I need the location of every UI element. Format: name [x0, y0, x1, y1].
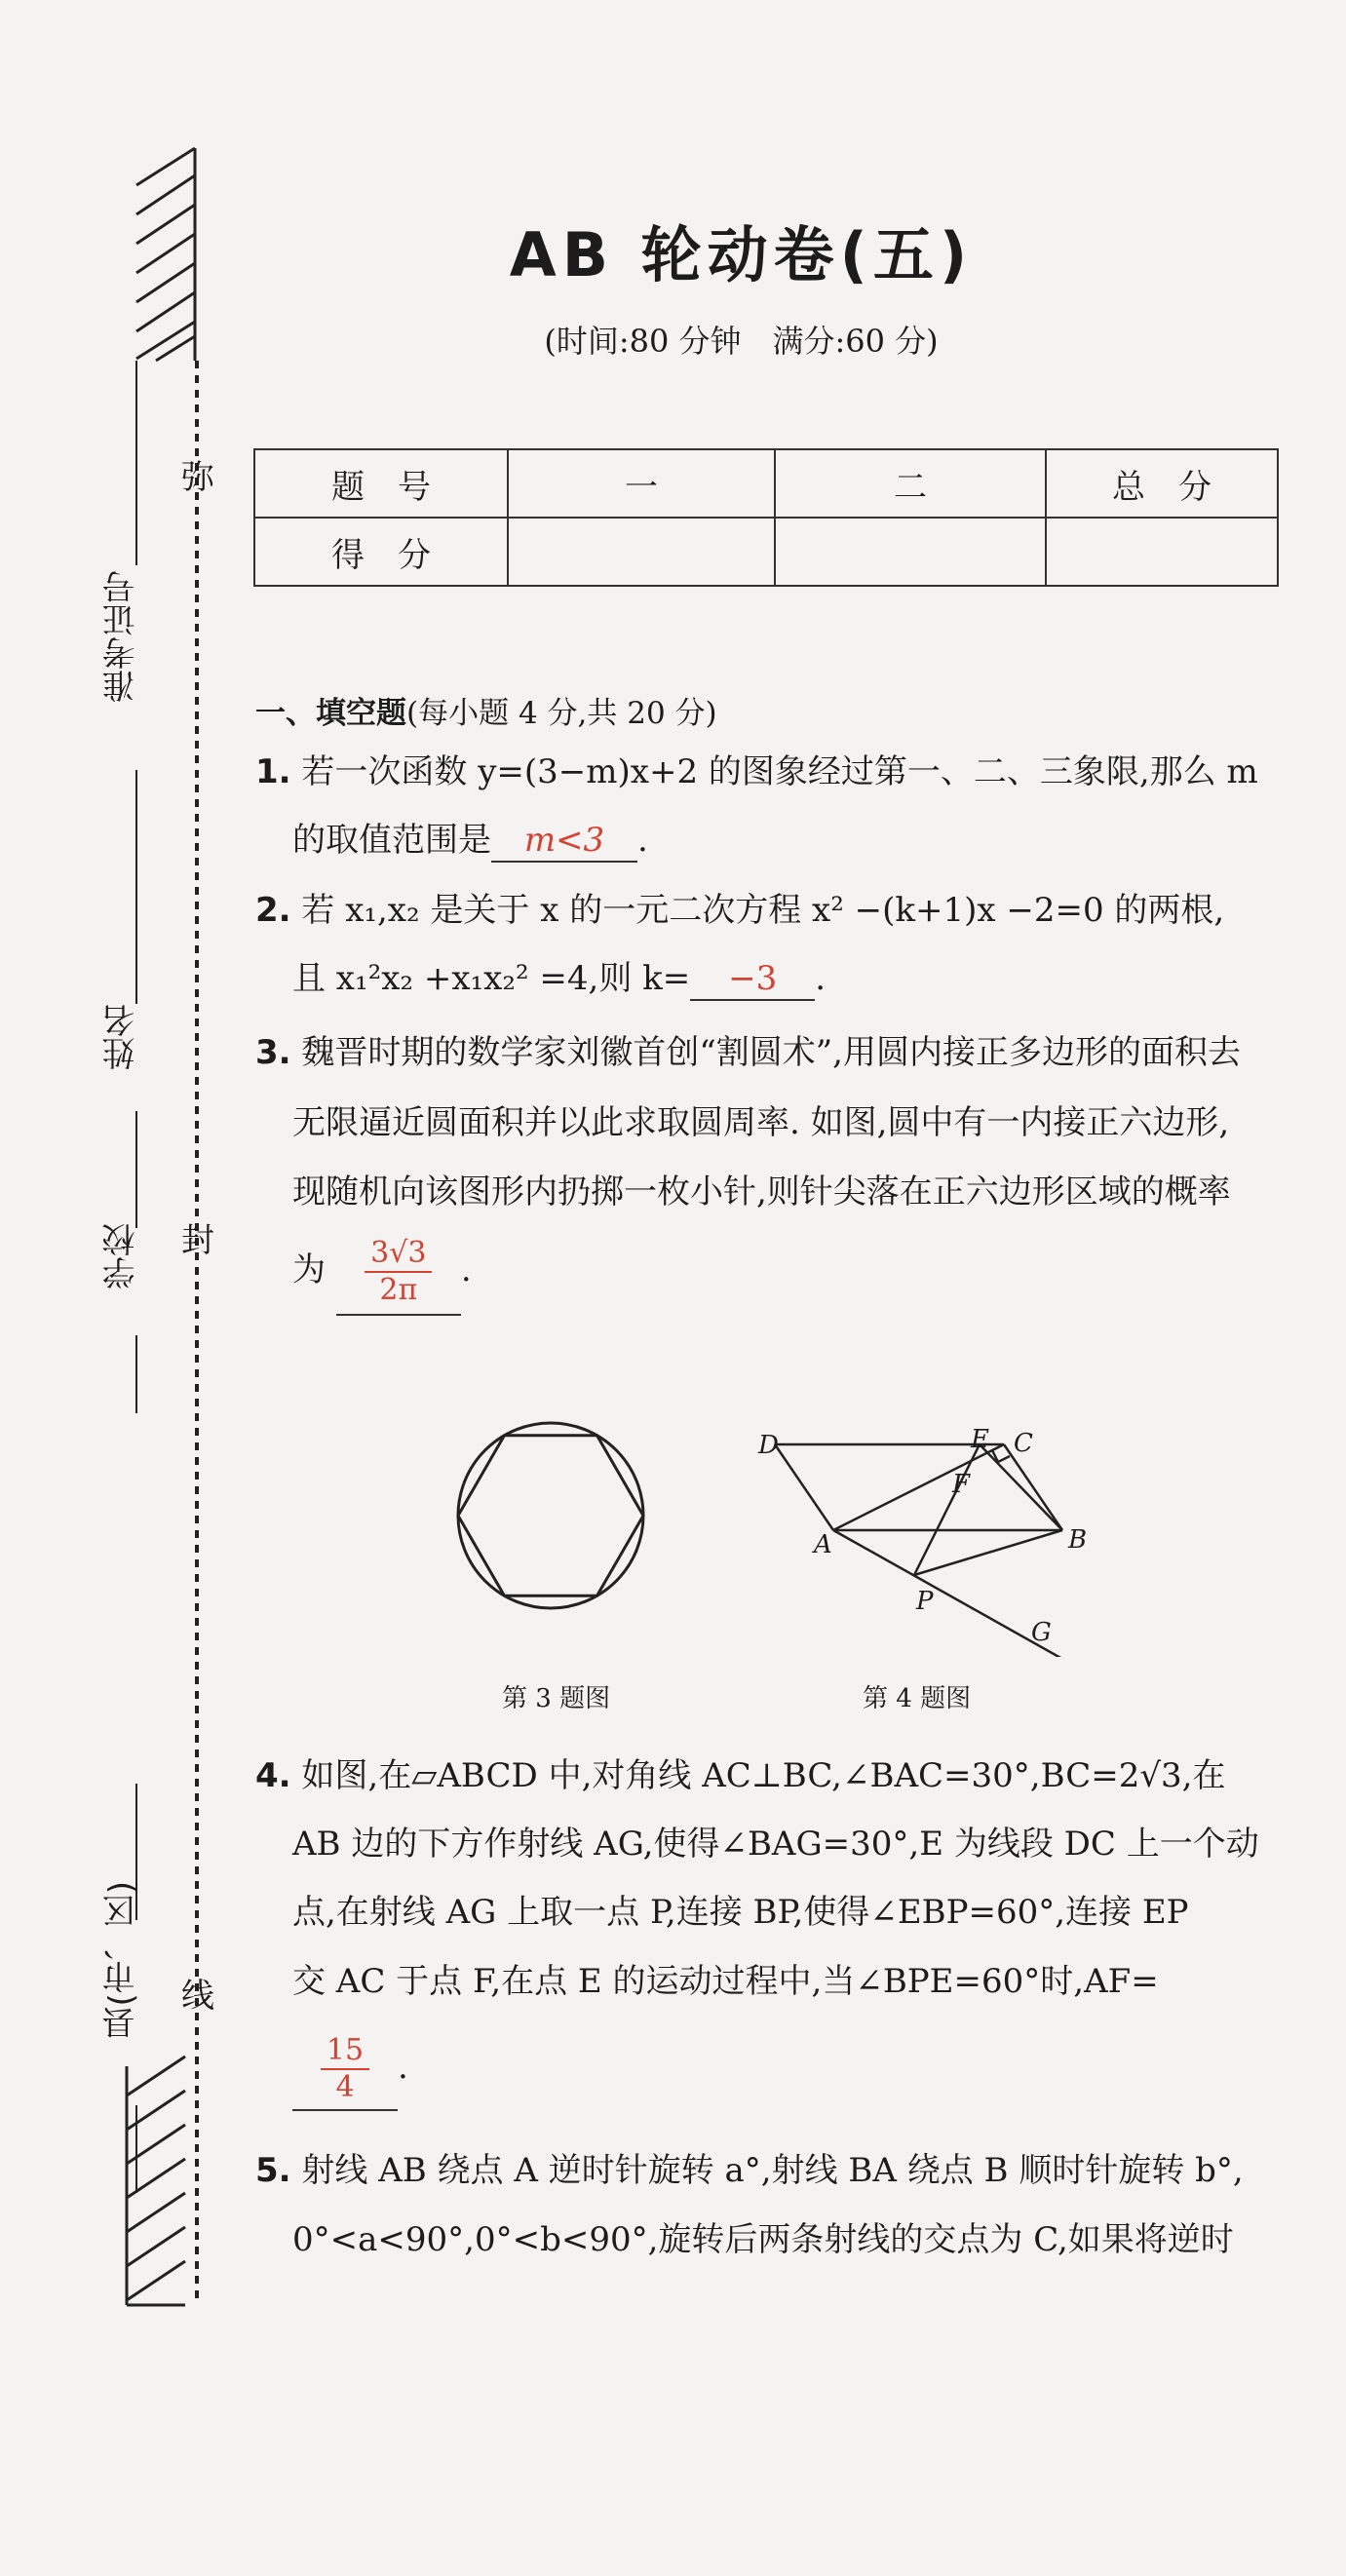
question-3-line-4 [292, 1236, 472, 1316]
question-text: . [637, 821, 648, 860]
answer-text: m<3 [523, 821, 605, 860]
page-title: AB 轮动卷(五) [509, 219, 974, 290]
score-table-header-row [254, 449, 1278, 518]
question-1-line-1 [255, 752, 1258, 792]
answer-blank[interactable] [491, 821, 637, 863]
question-5-line-1 [255, 2151, 1244, 2191]
question-3-line-3: 现随机向该图形内扔掷一枚小针,则针尖落在正六边形区域的概率 [292, 1173, 1231, 1211]
question-text: 若 x₁,x₂ 是关于 x 的一元二次方程 x² −(k+1)x −2=0 的两根, [301, 891, 1225, 930]
question-text: . [460, 1250, 472, 1289]
point-label-f: F [952, 1470, 971, 1499]
score-input-cell[interactable] [775, 518, 1046, 586]
seal-char-xian: 线 [181, 1977, 214, 2016]
score-cell: 总 分 [1046, 449, 1278, 518]
fraction-numerator: 3√3 [365, 1236, 432, 1273]
point-label-c: C [1014, 1429, 1033, 1458]
question-text: 为 [292, 1250, 326, 1289]
name-label: 姓名 [102, 1004, 141, 1070]
seal-char-mi: 弥 [181, 458, 214, 497]
question-4-line-4: 交 AC 于点 F,在点 E 的运动过程中,当∠BPE=60°时,AF= [292, 1962, 1159, 2001]
section-note: (每小题 4 分,共 20 分) [406, 696, 717, 731]
question-text: 射线 AB 绕点 A 逆时针旋转 a°,射线 BA 绕点 B 顺时针旋转 b°, [301, 2151, 1244, 2190]
section-title: 一、填空题 [255, 696, 406, 731]
question-2-line-2 [292, 959, 826, 1001]
fraction-denominator: 2π [379, 1273, 418, 1307]
question-text: . [815, 959, 827, 998]
answer-fraction [321, 2033, 369, 2105]
answer-text: −3 [728, 959, 778, 998]
answer-blank[interactable] [292, 2033, 398, 2111]
fraction-denominator: 4 [335, 2070, 355, 2104]
figure-3-hexagon [443, 1394, 687, 1647]
seal-char-feng: 封 [181, 1221, 214, 1260]
county-label: 县(市、区) [102, 1881, 141, 2040]
answer-blank[interactable] [336, 1236, 461, 1316]
question-4-line-1 [255, 1756, 1225, 1796]
score-table-score-row [254, 518, 1278, 586]
fraction-numerator: 15 [321, 2033, 369, 2070]
question-2-line-1 [255, 891, 1224, 931]
section-heading [255, 688, 717, 732]
answer-fraction [365, 1236, 432, 1308]
question-number: 2. [255, 891, 291, 930]
question-4-line-3: 点,在射线 AG 上取一点 P,连接 BP,使得∠EBP=60°,连接 EP [292, 1893, 1189, 1932]
score-table [253, 448, 1279, 587]
answer-blank[interactable] [690, 959, 815, 1001]
question-text: . [398, 2048, 408, 2087]
score-cell: 题 号 [254, 449, 508, 518]
score-cell: 二 [775, 449, 1046, 518]
question-number: 3. [255, 1033, 291, 1072]
point-label-b: B [1068, 1525, 1088, 1555]
question-1-line-2 [292, 821, 648, 863]
question-number: 4. [255, 1756, 291, 1795]
point-label-e: E [971, 1425, 989, 1454]
score-cell: 得 分 [254, 518, 508, 586]
question-3-line-2: 无限逼近圆面积并以此求取圆周率. 如图,圆中有一内接正六边形, [292, 1103, 1230, 1142]
point-label-d: D [758, 1431, 779, 1460]
figure-4-caption: 第 4 题图 [863, 1684, 972, 1713]
question-3-line-1 [255, 1033, 1241, 1073]
page-subtitle: (时间:80 分钟 满分:60 分) [544, 323, 939, 360]
point-label-a: A [814, 1530, 832, 1559]
point-label-g: G [1031, 1618, 1052, 1647]
question-4-line-5 [292, 2033, 408, 2111]
score-input-cell[interactable] [1046, 518, 1278, 586]
question-text: 且 x₁²x₂ +x₁x₂² =4,则 k= [292, 959, 691, 998]
score-cell: 一 [508, 449, 775, 518]
question-number: 1. [255, 752, 291, 791]
figure-3-caption: 第 3 题图 [502, 1684, 611, 1713]
question-number: 5. [255, 2151, 291, 2190]
question-4-line-2: AB 边的下方作射线 AG,使得∠BAG=30°,E 为线段 DC 上一个动 [292, 1825, 1259, 1864]
question-text: 如图,在▱ABCD 中,对角线 AC⊥BC,∠BAC=30°,BC=2√3,在 [301, 1756, 1226, 1795]
question-text: 的取值范围是 [292, 821, 491, 860]
score-input-cell[interactable] [508, 518, 775, 586]
question-text: 魏晋时期的数学家刘徽首创“割圆术”,用圆内接正多边形的面积去 [301, 1033, 1241, 1072]
point-label-p: P [916, 1587, 934, 1616]
exam-id-label: 准考证号 [102, 570, 141, 703]
question-5-line-2: 0°<a<90°,0°<b<90°,旋转后两条射线的交点为 C,如果将逆时 [292, 2220, 1234, 2259]
school-label: 学校 [102, 1223, 141, 1289]
question-text: 若一次函数 y=(3−m)x+2 的图象经过第一、二、三象限,那么 m [301, 752, 1258, 791]
